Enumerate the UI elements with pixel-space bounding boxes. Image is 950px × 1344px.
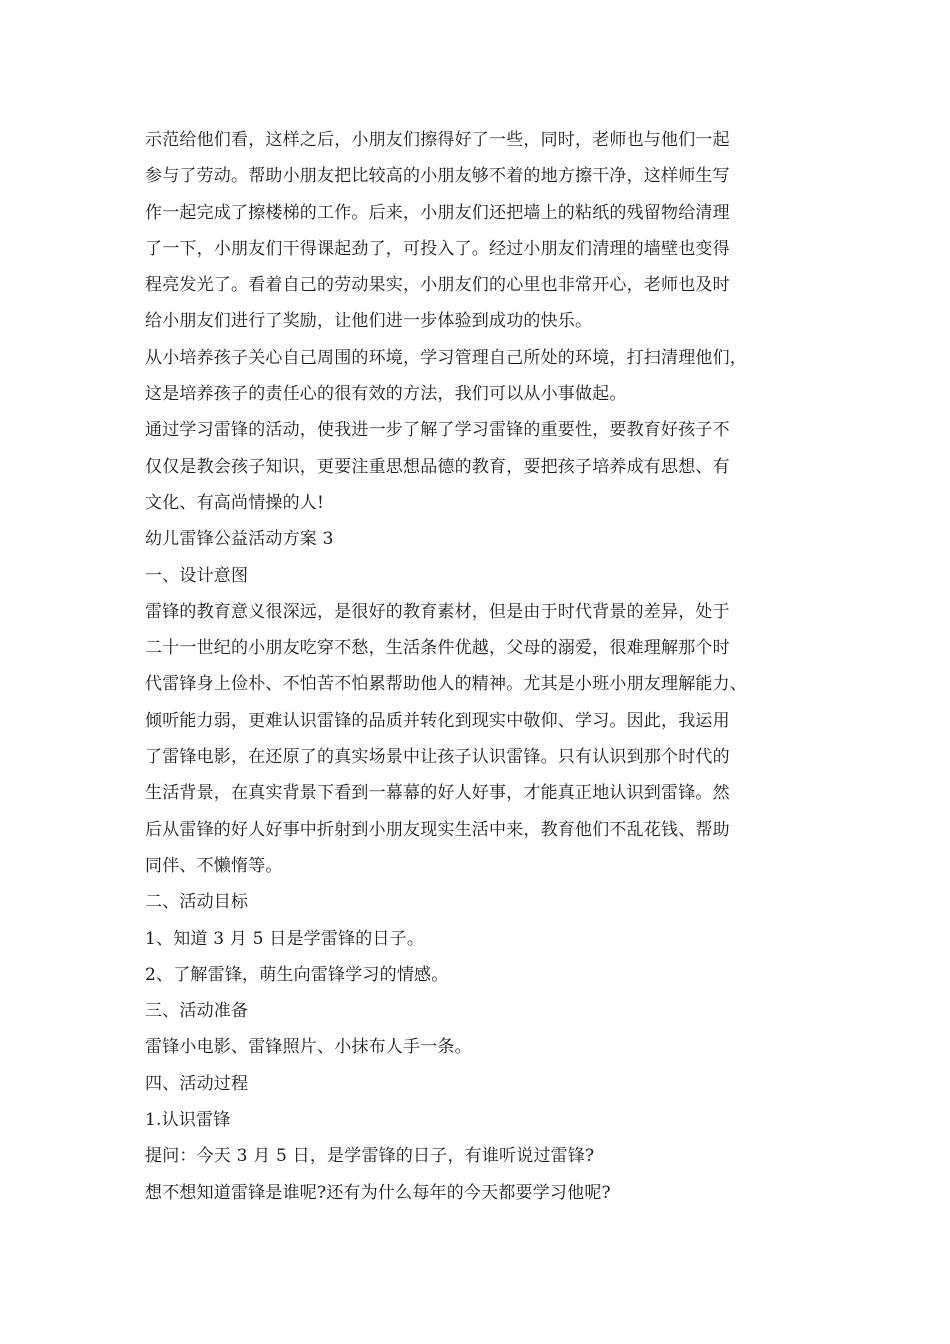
text-line: 后从雷锋的好人好事中折射到小朋友现实生活中来，教育他们不乱花钱、帮助 — [145, 819, 730, 840]
text-line: 二十一世纪的小朋友吃穿不愁，生活条件优越，父母的溺爱，很难理解那个时 — [145, 638, 730, 659]
text-line: 想不想知道雷锋是谁呢?还有为什么每年的今天都要学习他呢? — [145, 1182, 611, 1203]
list-item: 1、知道 3 月 5 日是学雷锋的日子。 — [145, 928, 425, 949]
document-body — [145, 122, 815, 1211]
text-line: 同伴、不懒惰等。 — [145, 855, 283, 876]
list-item: 2、了解雷锋，萌生向雷锋学习的情感。 — [145, 964, 449, 985]
section-heading: 四、活动过程 — [145, 1073, 249, 1094]
text-line: 文化、有高尚情操的人! — [145, 492, 325, 513]
text-line: 生活背景，在真实背景下看到一幕幕的好人好事，才能真正地认识到雷锋。然 — [145, 783, 730, 804]
text-line: 雷锋小电影、雷锋照片、小抹布人手一条。 — [145, 1037, 472, 1058]
text-line: 代雷锋身上俭朴、不怕苦不怕累帮助他人的精神。尤其是小班小朋友理解能力、 — [145, 674, 747, 695]
text-line: 提问：今天 3 月 5 日，是学雷锋的日子，有谁听说过雷锋? — [145, 1146, 595, 1167]
text-line: 倾听能力弱，更难认识雷锋的品质并转化到现实中敬仰、学习。因此，我运用 — [145, 710, 730, 731]
text-line: 了一下，小朋友们干得课起劲了，可投入了。经过小朋友们清理的墙壁也变得 — [145, 238, 730, 259]
text-line: 作一起完成了擦楼梯的工作。后来，小朋友们还把墙上的粘纸的残留物给清理 — [145, 202, 730, 223]
text-line: 雷锋的教育意义很深远，是很好的教育素材，但是由于时代背景的差异，处于 — [145, 601, 730, 622]
text-line: 程亮发光了。看着自己的劳动果实，小朋友们的心里也非常开心，老师也及时 — [145, 275, 730, 296]
text-line: 参与了劳动。帮助小朋友把比较高的小朋友够不着的地方擦干净，这样师生写 — [145, 166, 730, 187]
text-line: 这是培养孩子的责任心的很有效的方法，我们可以从小事做起。 — [145, 384, 627, 405]
text-line: 通过学习雷锋的活动，使我进一步了解了学习雷锋的重要性，要教育好孩子不 — [145, 420, 730, 441]
text-line: 示范给他们看，这样之后，小朋友们擦得好了一些，同时，老师也与他们一起 — [145, 130, 730, 150]
section-heading: 一、设计意图 — [145, 565, 249, 586]
text-line: 从小培养孩子关心自己周围的环境，学习管理自己所处的环境，打扫清理他们， — [145, 347, 747, 368]
text-line: 给小朋友们进行了奖励，让他们进一步体验到成功的快乐。 — [145, 311, 593, 332]
section-title: 幼儿雷锋公益活动方案 3 — [145, 529, 334, 550]
subsection-heading: 1.认识雷锋 — [145, 1110, 231, 1131]
text-line: 仅仅是教会孩子知识，更要注重思想品德的教育，要把孩子培养成有思想、有 — [145, 456, 730, 477]
section-heading: 三、活动准备 — [145, 1001, 249, 1022]
section-heading: 二、活动目标 — [145, 892, 249, 913]
text-line: 了雷锋电影，在还原了的真实场景中让孩子认识雷锋。只有认识到那个时代的 — [145, 747, 730, 768]
